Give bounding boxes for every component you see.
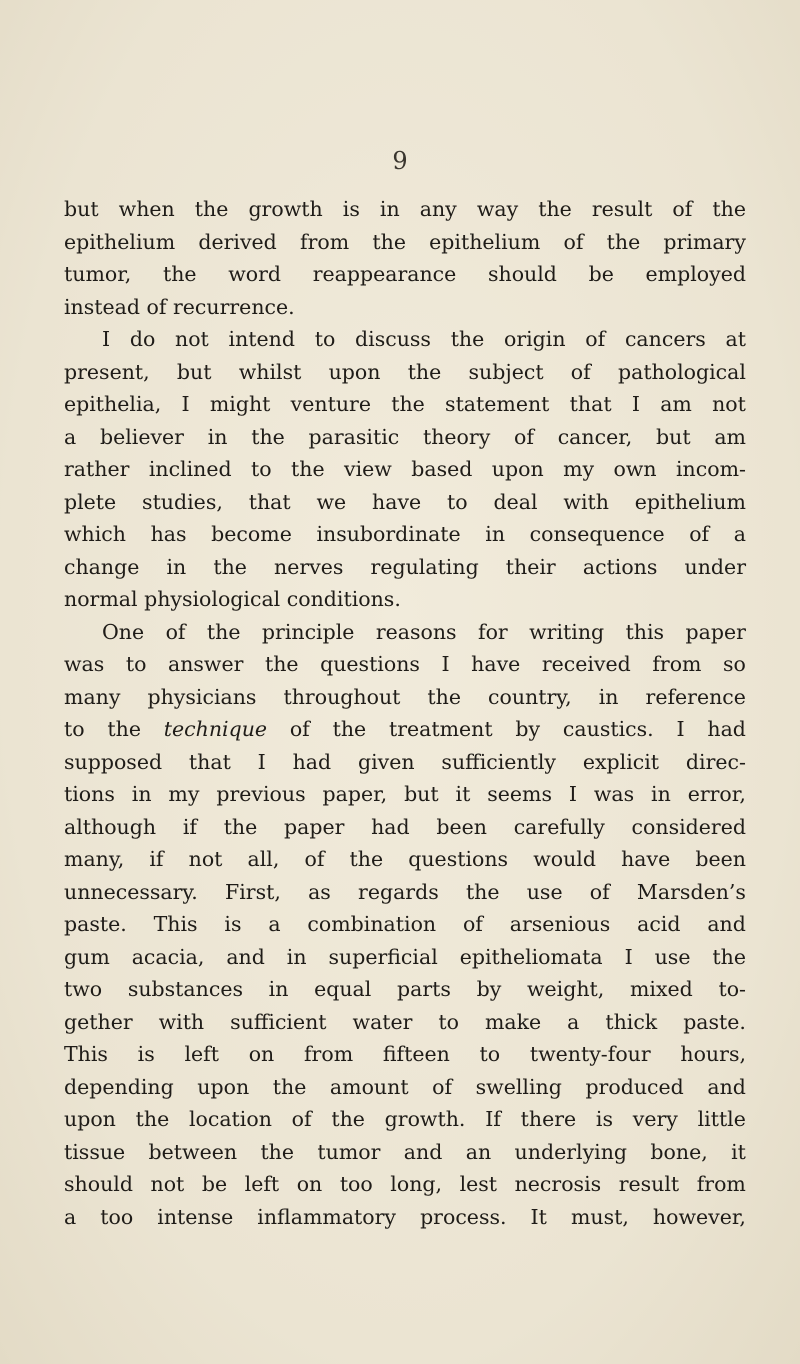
text-line: epithelium derived from the epithelium of the primary: [64, 229, 746, 254]
text-line: should not be left on too long, lest necrosis result from: [64, 1172, 746, 1196]
text-line: supposed that I had given sufficiently explicit direc-: [64, 749, 746, 774]
text-line: which has become insubordinate in consequence of a: [64, 522, 746, 546]
text-line: paste. This is a combination of arsenious acid and: [64, 912, 746, 936]
text-line: change in the nerves regulating their actions under: [64, 554, 746, 579]
text-line: tumor, the word reappearance should be employed: [64, 262, 746, 286]
text-line: many, if not all, of the questions would have been: [64, 847, 746, 871]
text-line: was to answer the questions I have received from so: [64, 652, 746, 676]
text-line: present, but whilst upon the subject of pathological: [64, 359, 746, 384]
text-line: gether with sufficient water to make a thick paste.: [64, 1009, 746, 1034]
text-line: I do not intend to discuss the origin of cancers at: [102, 327, 746, 351]
text-line: instead of recurrence.: [64, 294, 295, 319]
text-line: depending upon the amount of swelling produced and: [64, 1074, 746, 1099]
text-line: This is left on from fifteen to twenty-four hours,: [64, 1042, 746, 1066]
text-line: many physicians throughout the country, in reference: [64, 684, 746, 709]
text-line: a believer in the parasitic theory of cancer, but am: [64, 424, 746, 449]
text-line: gum acacia, and in superficial epitheliomata I use the: [64, 944, 746, 969]
text-line: One of the principle reasons for writing this paper: [102, 619, 746, 644]
text-line: normal physiological conditions.: [64, 587, 401, 611]
text-line: two substances in equal parts by weight, mixed to-: [64, 977, 746, 1001]
text-line: although if the paper had been carefully considered: [64, 814, 746, 839]
text-line: upon the location of the growth. If there is very little: [64, 1107, 746, 1131]
text-line: epithelia, I might venture the statement that I am not: [64, 392, 746, 416]
page-number: 9: [392, 147, 408, 175]
text-line: rather inclined to the view based upon my own incom-: [64, 457, 746, 481]
text-line: plete studies, that we have to deal with epithelium: [64, 489, 746, 514]
text-line: but when the growth is in any way the result of the: [64, 197, 746, 221]
text-line: unnecessary. First, as regards the use of Marsden’s: [64, 879, 746, 904]
text-line: a too intense inflammatory process. It must, however,: [64, 1204, 746, 1229]
text-line: tions in my previous paper, but it seems I was in error,: [64, 782, 746, 806]
text-line: tissue between the tumor and an underlying bone, it: [64, 1139, 746, 1164]
text-line: to the technique of the treatment by caustics. I had: [64, 717, 746, 741]
body-text: [64, 193, 746, 1233]
